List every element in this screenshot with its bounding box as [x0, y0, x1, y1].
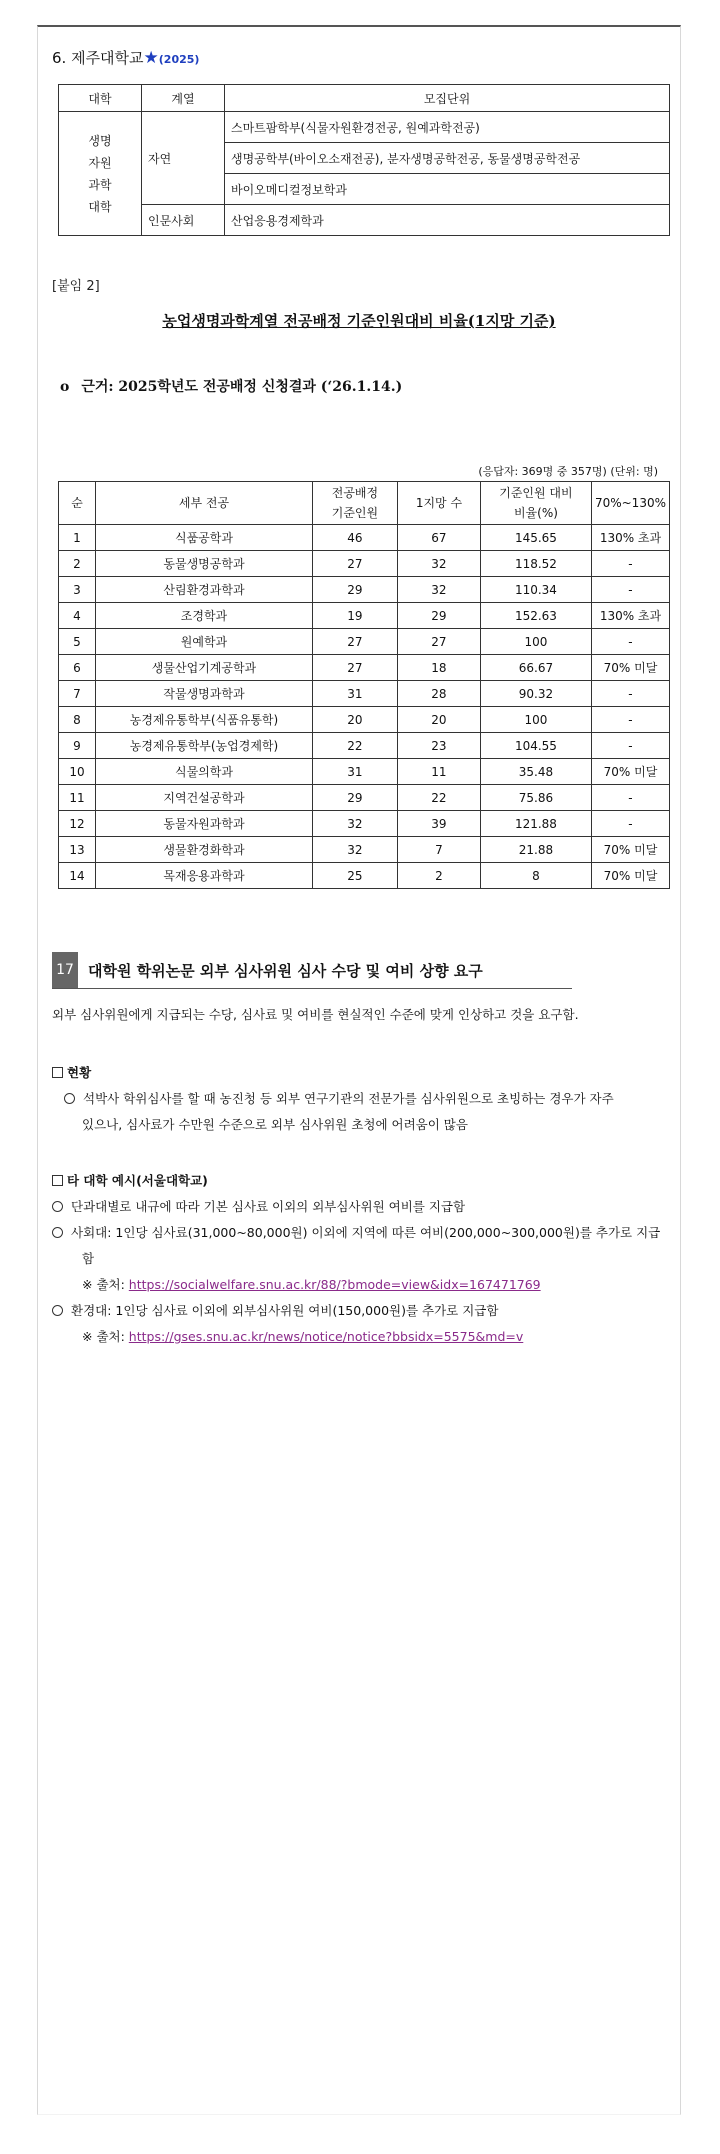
table-cell: 32 [397, 551, 480, 577]
table-row [59, 525, 670, 551]
source-label: ※ 출처: [82, 1329, 125, 1344]
major-name-cell: 조경학과 [95, 603, 312, 629]
example-item [52, 1298, 498, 1324]
table-header: 전공배정 기준인원 [312, 482, 397, 525]
status-heading-text: 현황 [67, 1065, 92, 1080]
table-cell: 25 [312, 863, 397, 889]
table-header: 순 [59, 482, 96, 525]
table-cell: - [591, 629, 669, 655]
table-cell: 23 [397, 733, 480, 759]
table-cell: - [591, 551, 669, 577]
table-cell: 9 [59, 733, 96, 759]
unit-cell: 스마트팜학부(식물자원환경전공, 원예과학전공) [225, 112, 670, 143]
major-name-cell: 생물환경화학과 [95, 837, 312, 863]
major-name-cell: 원예학과 [95, 629, 312, 655]
basis-bullet: o [60, 379, 70, 395]
section17-number: 17 [52, 952, 78, 988]
status-heading [52, 1060, 91, 1086]
section6-year: (2025) [158, 53, 200, 66]
table-row [59, 205, 670, 236]
table-cell: 152.63 [480, 603, 591, 629]
section6-title-text: 6. 제주대학교 [52, 49, 144, 67]
major-name-cell: 식품공학과 [95, 525, 312, 551]
table-cell: 11 [59, 785, 96, 811]
table-row [59, 112, 670, 143]
status-item [64, 1086, 670, 1112]
table-cell: 8 [480, 863, 591, 889]
example-text: 사회대: 1인당 심사료(31,000~80,000원) 이외에 지역에 따른 여비(200,000~300,000원)를 추가로 지급 [71, 1225, 661, 1240]
table-row [59, 785, 670, 811]
table-cell: 121.88 [480, 811, 591, 837]
table-cell: 39 [397, 811, 480, 837]
table-cell: 90.32 [480, 681, 591, 707]
table-cell: 10 [59, 759, 96, 785]
example-text: 환경대: 1인당 심사료 이외에 외부심사위원 여비(150,000원)를 추가로 지급함 [71, 1303, 499, 1318]
major-name-cell: 동물자원과학과 [95, 811, 312, 837]
field-cell: 자연 [142, 112, 225, 205]
table-header: 모집단위 [225, 85, 670, 112]
source-line [82, 1272, 541, 1298]
ratio-table-body [59, 525, 670, 889]
table-cell: 12 [59, 811, 96, 837]
table-cell: 21.88 [480, 837, 591, 863]
table-header: 기준인원 대비 비율(%) [480, 482, 591, 525]
table-cell: 118.52 [480, 551, 591, 577]
table-cell: 19 [312, 603, 397, 629]
college-cell: 생명 자원 과학 대학 [59, 112, 142, 236]
checkbox-square-icon [52, 1175, 63, 1186]
table-cell: 29 [312, 577, 397, 603]
table-cell: 3 [59, 577, 96, 603]
table-cell: 2 [397, 863, 480, 889]
table-row [59, 577, 670, 603]
table-cell: 100 [480, 629, 591, 655]
table-header: 계열 [142, 85, 225, 112]
table-cell: 70% 미달 [591, 863, 669, 889]
table-cell: 110.34 [480, 577, 591, 603]
table-cell: - [591, 681, 669, 707]
table-cell: - [591, 707, 669, 733]
table-row [59, 655, 670, 681]
unit-cell: 생명공학부(바이오소재전공), 분자생명공학전공, 동물생명공학전공 [225, 143, 670, 174]
status-line1: 석박사 학위심사를 할 때 농진청 등 외부 연구기관의 전문가를 심사위원으로 초빙하는 경우가 자주 [83, 1091, 614, 1106]
table-cell: 27 [397, 629, 480, 655]
table-header-row [59, 482, 670, 525]
table-cell: 27 [312, 655, 397, 681]
table-cell: 75.86 [480, 785, 591, 811]
document-page [37, 25, 681, 2115]
circle-bullet-icon [52, 1201, 63, 1212]
star-icon: ★ [143, 48, 159, 68]
table-cell: 4 [59, 603, 96, 629]
table-cell: - [591, 811, 669, 837]
table-cell: 130% 초과 [591, 603, 669, 629]
table-cell: 27 [312, 551, 397, 577]
table-cell: 32 [312, 811, 397, 837]
table-cell: 14 [59, 863, 96, 889]
attachment-label: [붙임 2] [52, 279, 100, 294]
table-cell: 7 [59, 681, 96, 707]
table-row [59, 707, 670, 733]
table-row [59, 863, 670, 889]
circle-bullet-icon [64, 1093, 75, 1104]
table-cell: - [591, 733, 669, 759]
major-name-cell: 생물산업기계공학과 [95, 655, 312, 681]
table-cell: 7 [397, 837, 480, 863]
table-cell: 13 [59, 837, 96, 863]
section6-title [52, 47, 199, 68]
table-row [59, 603, 670, 629]
table-row [59, 837, 670, 863]
table-cell: 18 [397, 655, 480, 681]
table-cell: 145.65 [480, 525, 591, 551]
table-cell: 22 [312, 733, 397, 759]
table-row [59, 681, 670, 707]
source-line [82, 1324, 523, 1350]
table-header: 1지망 수 [397, 482, 480, 525]
table-cell: 1 [59, 525, 96, 551]
field-cell: 인문사회 [142, 205, 225, 236]
table-cell: 20 [312, 707, 397, 733]
checkbox-square-icon [52, 1067, 63, 1078]
major-name-cell: 작물생명과학과 [95, 681, 312, 707]
major-name-cell: 산림환경과학과 [95, 577, 312, 603]
other-heading [52, 1168, 208, 1194]
table-cell: 70% 미달 [591, 837, 669, 863]
source-link[interactable]: https://gses.snu.ac.kr/news/notice/notice?bbsidx=5575&md=v [128, 1329, 524, 1344]
table-cell: 70% 미달 [591, 655, 669, 681]
table-header-row [59, 85, 670, 112]
table-header: 70%~130% [591, 482, 669, 525]
table-cell: 67 [397, 525, 480, 551]
example-line2: 함 [82, 1251, 95, 1266]
major-name-cell: 지역건설공학과 [95, 785, 312, 811]
section17-header [52, 952, 572, 989]
table-cell: 5 [59, 629, 96, 655]
table-cell: 11 [397, 759, 480, 785]
document-title: 농업생명과학계열 전공배정 기준인원대비 비율(1지망 기준) [162, 312, 556, 330]
circle-bullet-icon [52, 1305, 63, 1316]
unit-cell: 바이오메디컬정보학과 [225, 174, 670, 205]
major-name-cell: 식물의학과 [95, 759, 312, 785]
table-row [59, 629, 670, 655]
table-cell: 29 [312, 785, 397, 811]
basis-text: 근거: 2025학년도 전공배정 신청결과 (‘26.1.14.) [81, 379, 403, 395]
source-link[interactable]: https://socialwelfare.snu.ac.kr/88/?bmode=view&idx=167471769 [128, 1277, 541, 1292]
table-cell: 20 [397, 707, 480, 733]
table-row [59, 551, 670, 577]
table-cell: 29 [397, 603, 480, 629]
example-item [52, 1220, 672, 1246]
major-name-cell: 동물생명공학과 [95, 551, 312, 577]
table-cell: 100 [480, 707, 591, 733]
section17-title: 대학원 학위논문 외부 심사위원 심사 수당 및 여비 상향 요구 [88, 962, 483, 980]
table-cell: 32 [397, 577, 480, 603]
circle-bullet-icon [52, 1227, 63, 1238]
table-cell: 104.55 [480, 733, 591, 759]
table-cell: 35.48 [480, 759, 591, 785]
table-cell: - [591, 577, 669, 603]
table-cell: 31 [312, 681, 397, 707]
major-name-cell: 목재응용과학과 [95, 863, 312, 889]
table-cell: 66.67 [480, 655, 591, 681]
table-cell: 2 [59, 551, 96, 577]
major-name-cell: 농경제유통학부(식품유통학) [95, 707, 312, 733]
recruitment-table [58, 84, 670, 236]
table-cell: 130% 초과 [591, 525, 669, 551]
table-cell: 22 [397, 785, 480, 811]
basis-line [60, 376, 402, 396]
table-cell: 28 [397, 681, 480, 707]
ratio-table [58, 481, 670, 889]
table-row [59, 811, 670, 837]
example-text: 단과대별로 내규에 따라 기본 심사료 이외의 외부심사위원 여비를 지급함 [71, 1199, 466, 1214]
source-label: ※ 출처: [82, 1277, 125, 1292]
table-cell: 32 [312, 837, 397, 863]
table-row [59, 759, 670, 785]
table-cell: 6 [59, 655, 96, 681]
table-cell: 27 [312, 629, 397, 655]
respondents-note: (응답자: 369명 중 357명) (단위: 명) [478, 465, 658, 478]
unit-cell: 산업응용경제학과 [225, 205, 670, 236]
table-header: 세부 전공 [95, 482, 312, 525]
other-heading-text: 타 대학 예시(서울대학교) [67, 1173, 208, 1188]
table-cell: 70% 미달 [591, 759, 669, 785]
section17-intro: 외부 심사위원에게 지급되는 수당, 심사료 및 여비를 현실적인 수준에 맞게 인상하고 것을 요구함. [52, 1007, 579, 1022]
status-line2: 있으나, 심사료가 수만원 수준으로 외부 심사위원 초청에 어려움이 많음 [82, 1117, 468, 1132]
table-cell: 31 [312, 759, 397, 785]
table-cell: 46 [312, 525, 397, 551]
major-name-cell: 농경제유통학부(농업경제학) [95, 733, 312, 759]
table-header: 대학 [59, 85, 142, 112]
example-item [52, 1194, 465, 1220]
table-row [59, 733, 670, 759]
table-cell: 8 [59, 707, 96, 733]
table-cell: - [591, 785, 669, 811]
